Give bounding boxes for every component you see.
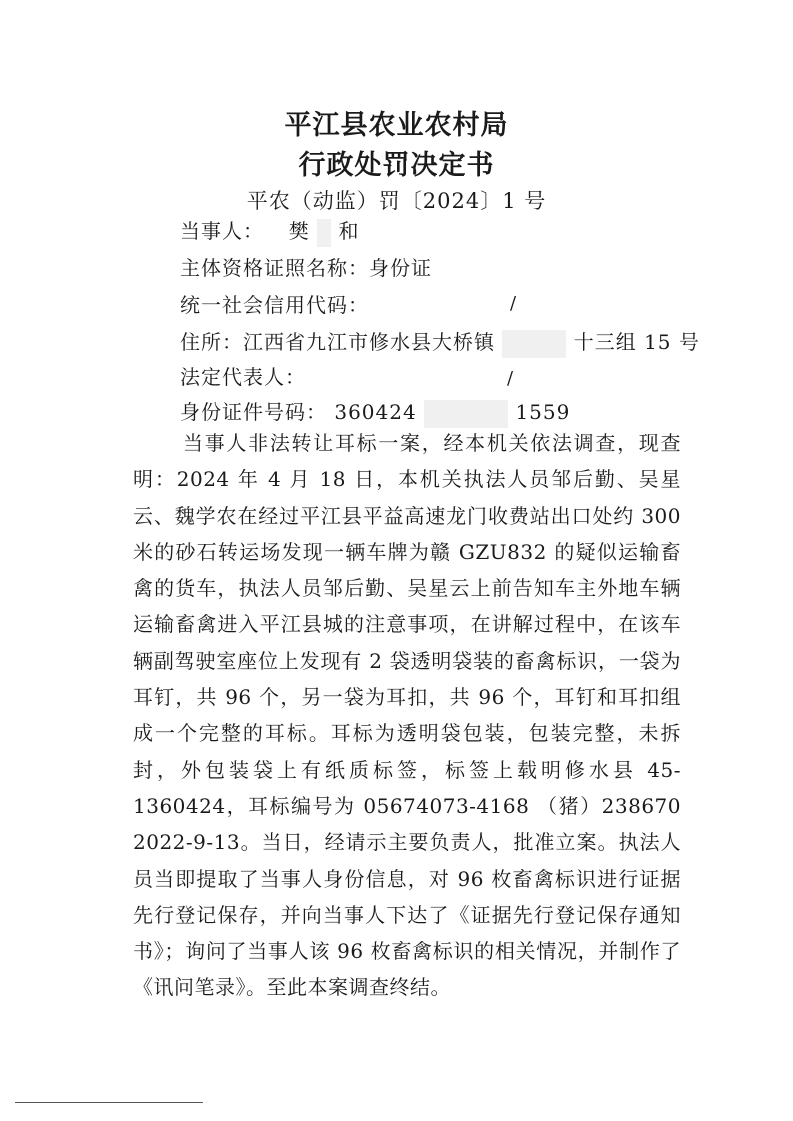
address-suffix: 十三组 15 号 [573, 330, 700, 354]
party-name-line [180, 215, 359, 247]
license-line: 主体资格证照名称：身份证 [180, 256, 432, 280]
footer-rule [15, 1102, 203, 1103]
party-name-first: 樊 [288, 219, 310, 243]
credit-code-value: / [510, 293, 517, 314]
redacted-block [424, 400, 508, 428]
document-type-title: 行政处罚决定书 [298, 150, 495, 181]
party-name-last: 和 [338, 219, 360, 243]
legal-rep-label: 法定代表人： [180, 365, 306, 389]
redacted-block [317, 219, 331, 247]
redacted-block [502, 330, 566, 358]
id-number-line [180, 396, 570, 428]
address-line [180, 326, 700, 358]
legal-rep-value: / [507, 368, 514, 389]
case-description [133, 425, 702, 1006]
id-prefix: 360424 [334, 400, 417, 424]
id-label: 身份证件号码： [180, 400, 327, 424]
credit-code-label: 统一社会信用代码： [180, 293, 369, 317]
party-name-label: 当事人： [180, 219, 264, 243]
case-paragraph: 当事人非法转让耳标一案，经本机关依法调查，现查明：2024 年 4 月 18 日，本机关执法人员邹后勤、吴星云、魏学农在经过平江县平益高速龙门收费站出口处约 300 米的砂石转运场发现一辆车牌为赣 GZU832 的疑似运输畜禽的货车，执法人员邹后勤、吴星云上前告知车主外地车辆运输畜禽进入平江县城的注意事项，在讲解过程中，在该车辆副驾驶室座位上发现有 2 袋透明袋装的畜禽标识，一袋为耳钉，共 96 个，另一袋为耳扣，共 96 个，耳钉和耳扣组成一个完整的耳标。耳标为透明袋包装，包装完整，未拆封，外包装袋上有纸质标签，标签上载明修水县 45-1360424，耳标编号为 05674073-4168 （猪）238670 2022-9-13。当日，经请示主要负责人，批准立案。执法人员当即提取了当事人身份信息，对 96 枚畜禽标识进行证据先行登记保存，并向当事人下达了《证据先行登记保存通知书》；询问了当事人该 96 枚畜禽标识的相关情况，并制作了《讯问笔录》。至此本案调查终结。 [133, 431, 702, 1000]
agency-title: 平江县农业农村局 [284, 110, 509, 141]
id-suffix: 1559 [515, 400, 571, 424]
address-label: 住所：江西省九江市修水县大桥镇 [180, 330, 495, 354]
document-number: 平农（动监）罚〔2024〕1 号 [246, 189, 547, 213]
